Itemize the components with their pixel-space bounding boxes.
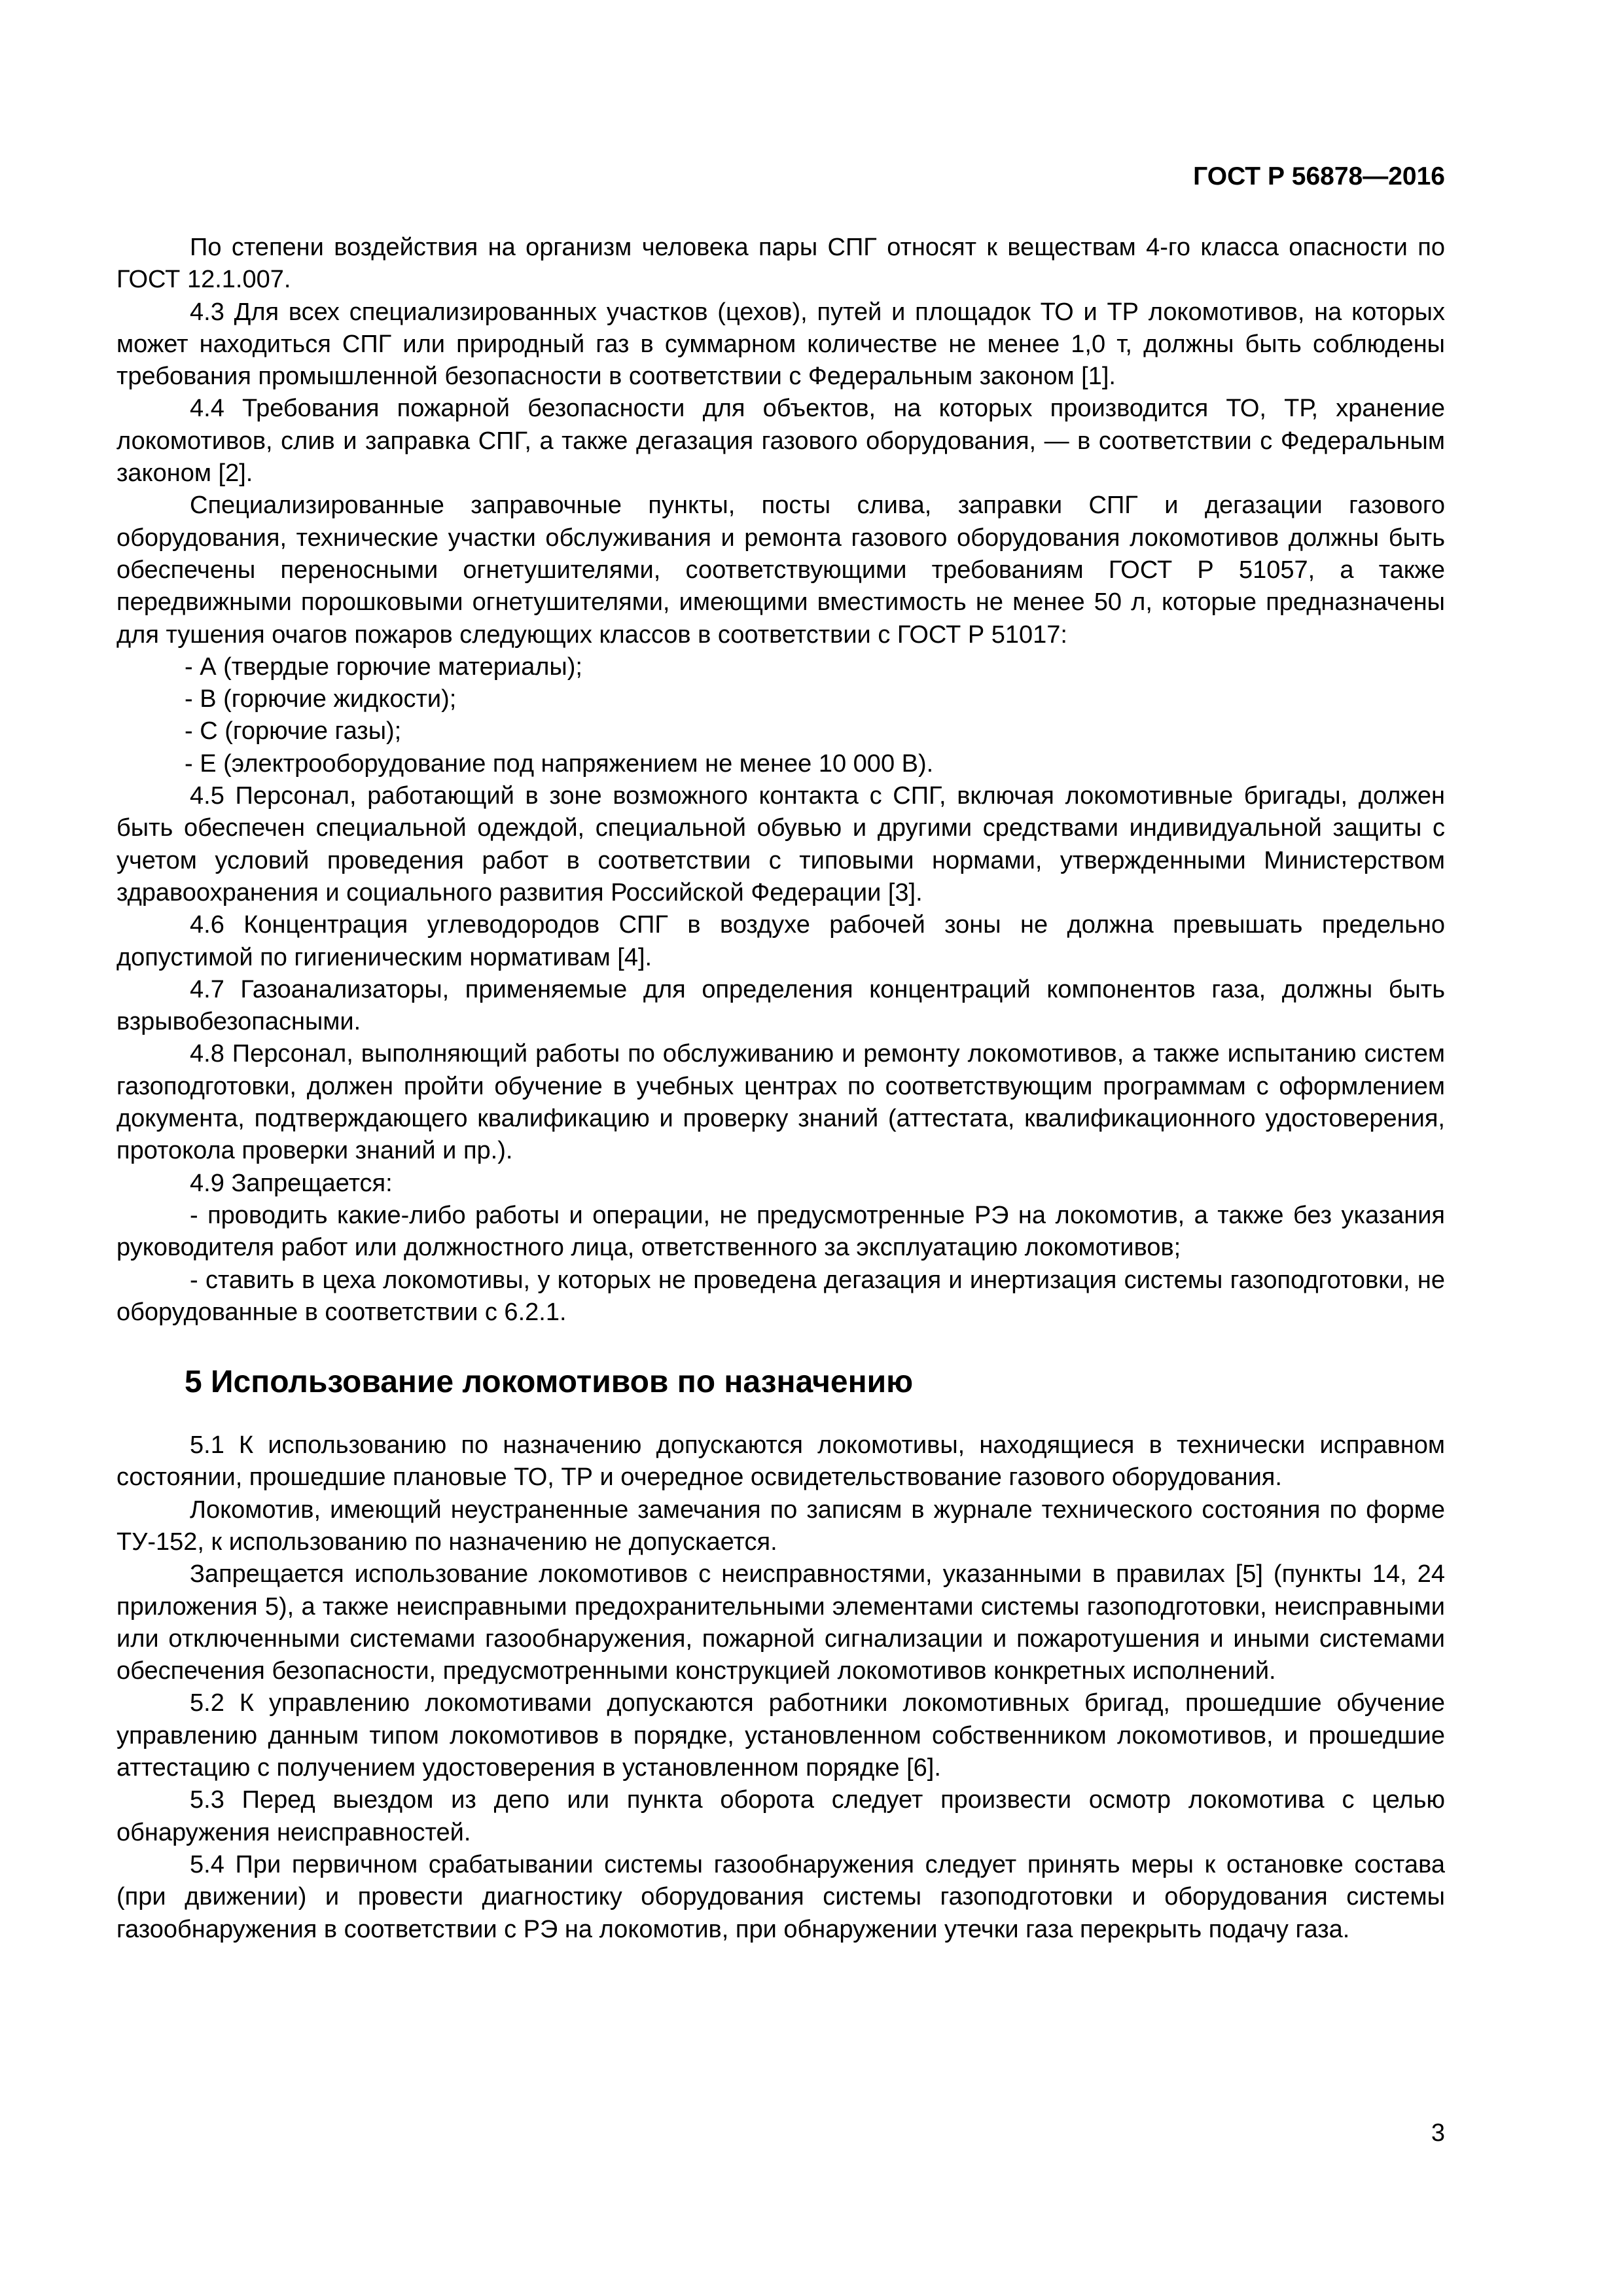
paragraph-5-3: 5.3 Перед выездом из депо или пункта оборота следует произвести осмотр локомотива с целью обнаружения неисправностей. (116, 1786, 1445, 1846)
section-heading-5: 5 Использование локомотивов по назначению (185, 1365, 914, 1400)
paragraph-4-4: 4.4 Требования пожарной безопасности для объектов, на которых производится ТО, ТР, хранение локомотивов, слив и заправка СПГ, а также дегазация газового оборудования, — в соответствии с Федеральным законом [2]. (116, 395, 1445, 488)
paragraph-5-4: 5.4 При первичном срабатывании системы газообнаружения следует принять меры к остановке состава (при движении) и провести диагностику оборудования системы газоподготовки и оборудования системы газообнаружения в соответствии с РЭ на локомотив, при обнаружении утечки газа перекрыть подачу газа. (116, 1850, 1445, 1943)
paragraph: - ставить в цеха локомотивы, у которых не проведена дегазация и инертизация системы газоподготовки, не оборудованные в соответствии с 6.2.1. (116, 1266, 1445, 1326)
document-body (116, 232, 1445, 1946)
paragraph-5-2: 5.2 К управлению локомотивами допускаются работники локомотивных бригад, прошедшие обучение управлению данным типом локомотивов в порядке, установленном собственником локомотивов, и прошедшие аттестацию с получением удостоверения в установленном порядке [6]. (116, 1689, 1445, 1782)
paragraph: Запрещается использование локомотивов с неисправностями, указанными в правилах [5] (пункты 14, 24 приложения 5), а также неисправными предохранительными элементами системы газоподготовки, неисправными или отключенными системами газообнаружения, пожарной сигнализации и пожаротушения и иными системами обеспечения безопасности, предусмотренными конструкцией локомотивов конкретных исполнений. (116, 1560, 1445, 1685)
paragraph-4-7: 4.7 Газоанализаторы, применяемые для определения концентраций компонентов газа, должны быть взрывобезопасными. (116, 975, 1445, 1036)
document-header-id: ГОСТ Р 56878—2016 (1193, 162, 1445, 190)
paragraph-4-6: 4.6 Концентрация углеводородов СПГ в воздухе рабочей зоны не должна превышать предельно допустимой по гигиеническим нормативам [4]. (116, 911, 1445, 971)
paragraph-4-9: 4.9 Запрещается: (190, 1169, 393, 1197)
paragraph-4-8: 4.8 Персонал, выполняющий работы по обслуживанию и ремонту локомотивов, а также испытанию систем газоподготовки, должен пройти обучение в учебных центрах по соответствующим программам с оформлением документа, подтверждающего квалификацию и проверку знаний (аттестата, квалификационного удостоверения, протокола проверки знаний и пр.). (116, 1040, 1445, 1165)
paragraph-4-5: 4.5 Персонал, работающий в зоне возможного контакта с СПГ, включая локомотивные бригады, должен быть обеспечен специальной одеждой, специальной обувью и другими средствами индивидуальной защиты с учетом условий проведения работ в соответствии с типовыми нормами, утвержденными Министерством здравоохранения и социального развития Российской Федерации [3]. (116, 782, 1445, 906)
list-item: - А (твердые горючие материалы); (185, 653, 582, 681)
paragraph: Локомотив, имеющий неустраненные замечания по записям в журнале технического состояния по форме ТУ-152, к использованию по назначению не допускается. (116, 1496, 1445, 1556)
list-item: - Е (электрооборудование под напряжением не менее 10 000 В). (185, 749, 934, 778)
paragraph-5-1: 5.1 К использованию по назначению допускаются локомотивы, находящиеся в технически исправном состоянии, прошедшие плановые ТО, ТР и очередное освидетельствование газового оборудования. (116, 1431, 1445, 1492)
list-item: - В (горючие жидкости); (185, 685, 457, 713)
list-item: - С (горючие газы); (185, 717, 402, 745)
paragraph: Специализированные заправочные пункты, посты слива, заправки СПГ и дегазации газового оборудования, технические участки обслуживания и ремонта газового оборудования локомотивов должны быть обеспечены переносными огнетушителями, соответствующими требованиям ГОСТ Р 51057, а также передвижными порошковыми огнетушителями, имеющими вместимость не менее 50 л, которые предназначены для тушения очагов пожаров следующих классов в соответствии с ГОСТ Р 51017: (116, 492, 1445, 649)
page-number: 3 (1431, 2119, 1445, 2147)
paragraph: - проводить какие-либо работы и операции, не предусмотренные РЭ на локомотив, а также без указания руководителя работ или должностного лица, ответственного за эксплуатацию локомотивов; (116, 1201, 1445, 1262)
paragraph-4-3: 4.3 Для всех специализированных участков (цехов), путей и площадок ТО и ТР локомотивов, на которых может находиться СПГ или природный газ в суммарном количестве не менее 1,0 т, должны быть соблюдены требования промышленной безопасности в соответствии с Федеральным законом [1]. (116, 298, 1445, 391)
paragraph: По степени воздействия на организм человека пары СПГ относят к веществам 4-го класса опасности по ГОСТ 12.1.007. (116, 234, 1445, 294)
